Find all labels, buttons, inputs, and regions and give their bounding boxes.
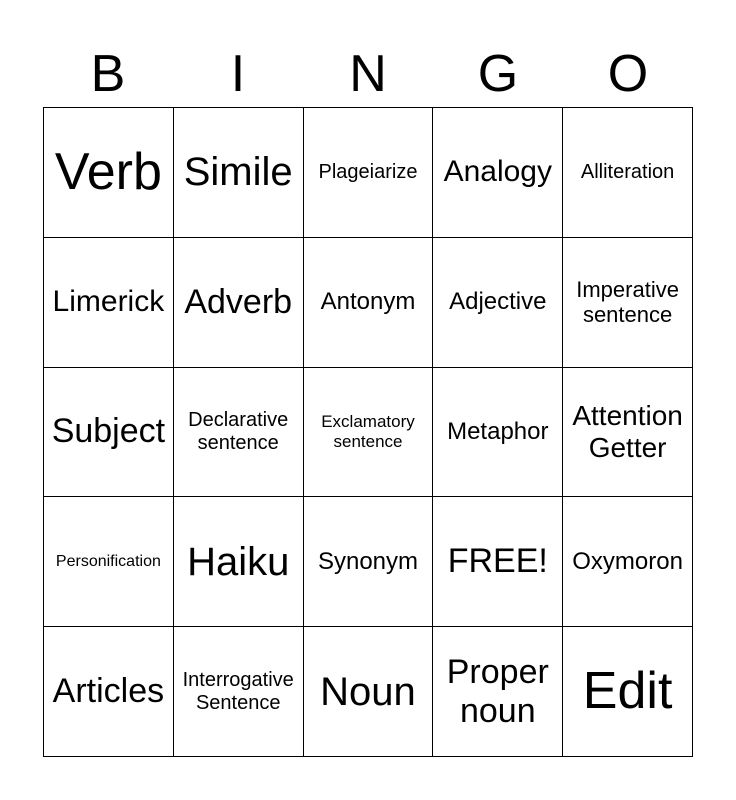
- header-letter-g: G: [477, 45, 519, 103]
- bingo-board: [43, 107, 693, 757]
- bingo-cell: Metaphor: [433, 368, 563, 498]
- bingo-cell: Haiku: [174, 497, 304, 627]
- bingo-cell: Verb: [44, 108, 174, 238]
- bingo-cell: Imperative sentence: [563, 238, 693, 368]
- bingo-header: [43, 40, 693, 108]
- bingo-cell: Antonym: [304, 238, 434, 368]
- bingo-cell: Proper noun: [433, 627, 563, 757]
- bingo-cell: Adjective: [433, 238, 563, 368]
- bingo-cell: Adverb: [174, 238, 304, 368]
- bingo-cell: Noun: [304, 627, 434, 757]
- bingo-cell: Declarative sentence: [174, 368, 304, 498]
- bingo-cell: Edit: [563, 627, 693, 757]
- bingo-cell: Exclamatory sentence: [304, 368, 434, 498]
- bingo-cell: Interrogative Sentence: [174, 627, 304, 757]
- header-letter-i: I: [230, 45, 246, 103]
- bingo-cell: Simile: [174, 108, 304, 238]
- header-letter-o: O: [607, 45, 649, 103]
- bingo-cell: Synonym: [304, 497, 434, 627]
- header-letter-b: B: [90, 45, 126, 103]
- bingo-cell: Alliteration: [563, 108, 693, 238]
- bingo-cell: Articles: [44, 627, 174, 757]
- header-letter-n: N: [349, 45, 387, 103]
- bingo-cell: Attention Getter: [563, 368, 693, 498]
- bingo-cell: Limerick: [44, 238, 174, 368]
- free-space-cell: FREE!: [433, 497, 563, 627]
- bingo-cell: Oxymoron: [563, 497, 693, 627]
- bingo-cell: Analogy: [433, 108, 563, 238]
- bingo-cell: Subject: [44, 368, 174, 498]
- bingo-cell: Personification: [44, 497, 174, 627]
- bingo-cell: Plageiarize: [304, 108, 434, 238]
